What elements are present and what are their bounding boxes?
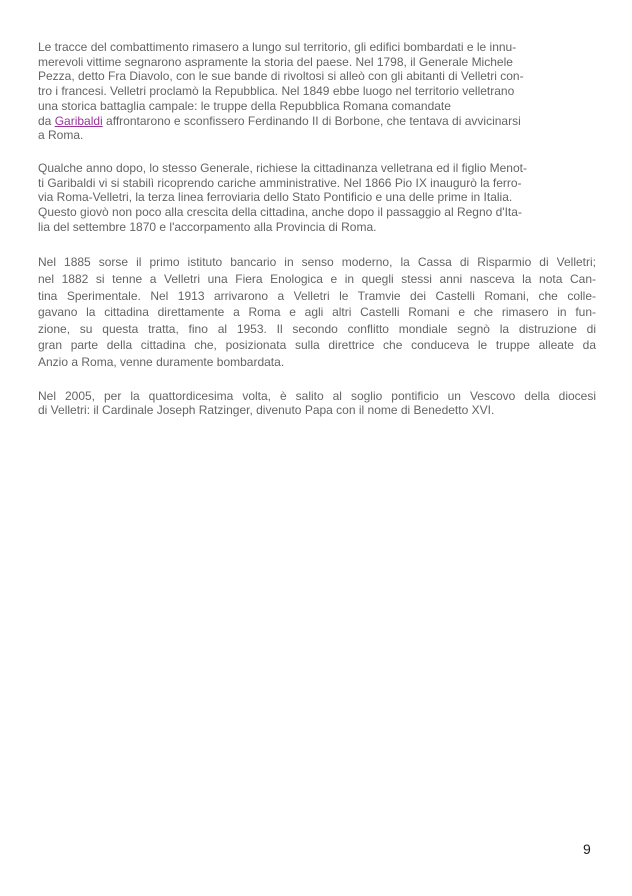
paragraph — [38, 389, 596, 418]
text-line: tina Sperimentale. Nel 1913 arrivarono a Velletri le Tramvie dei Castelli Romani, che colle- — [38, 288, 596, 303]
garibaldi-link[interactable]: Garibaldi — [54, 113, 103, 128]
paragraph — [38, 161, 596, 235]
text-line: di Velletri: il Cardinale Joseph Ratzinger, divenuto Papa con il nome di Benedetto XVI. — [38, 403, 495, 418]
text-line: gran parte della cittadina che, posizionata sulla direttrice che conduceva le truppe alleate da — [38, 338, 596, 353]
text-line: Questo giovò non poco alla crescita della cittadina, anche dopo il passaggio al Regno d'Ita- — [38, 205, 522, 220]
text-line: gavano la cittadina direttamente a Roma e agli altri Castelli Romani e che rimasero in fun- — [38, 305, 596, 320]
paragraph — [38, 254, 596, 370]
text-line: Nel 1885 sorse il primo istituto bancario in senso moderno, la Cassa di Risparmio di Velletri; — [38, 255, 596, 270]
text-line: zione, su questa tratta, fino al 1953. Il secondo conflitto mondiale segnò la distruzione di — [38, 321, 596, 336]
text-line: tro i francesi. Velletri proclamò la Repubblica. Nel 1849 ebbe luogo nel territorio velletrano — [38, 84, 515, 99]
text-line: lia del settembre 1870 e l'accorpamento alla Provincia di Roma. — [38, 219, 377, 234]
text-line: Le tracce del combattimento rimasero a lungo sul territorio, gli edifici bombardati e le innu- — [38, 40, 517, 54]
text-line: Anzio a Roma, venne duramente bombardata. — [38, 355, 285, 369]
text-line: Qualche anno dopo, lo stesso Generale, richiese la cittadinanza velletrana ed il figlio Menot- — [38, 160, 527, 175]
text-line: Nel 2005, per la quattordicesima volta, è salito al soglio pontificio un Vescovo della diocesi — [38, 388, 596, 403]
text-line: a Roma. — [38, 128, 84, 143]
paragraph — [38, 40, 596, 143]
text-line: Pezza, detto Fra Diavolo, con le sue bande di rivoltosi si alleò con gli abitanti di Velletri con- — [38, 69, 524, 84]
text-line: via Roma-Velletri, la terza linea ferroviaria dello Stato Pontificio e una delle prime in Italia. — [38, 190, 513, 205]
text-line: nel 1882 si tenne a Velletri una Fiera Enologica e in quegli stessi anni nasceva la nota Can- — [38, 272, 596, 287]
document-body — [38, 40, 596, 436]
text-line: una storica battaglia campale: le truppe della Repubblica Romana comandate — [38, 98, 451, 113]
text-line: ti Garibaldi vi si stabilì ricoprendo cariche amministrative. Nel 1866 Pio IX inaugurò la ferro- — [38, 175, 522, 190]
page-number: 9 — [583, 841, 591, 857]
text-line: merevoli vittime segnarono aspramente la storia del paese. Nel 1798, il Generale Michele — [38, 54, 513, 69]
text-line: da Garibaldi affrontarono e sconfissero Ferdinando II di Borbone, che tentava di avvicinarsi — [38, 113, 521, 128]
